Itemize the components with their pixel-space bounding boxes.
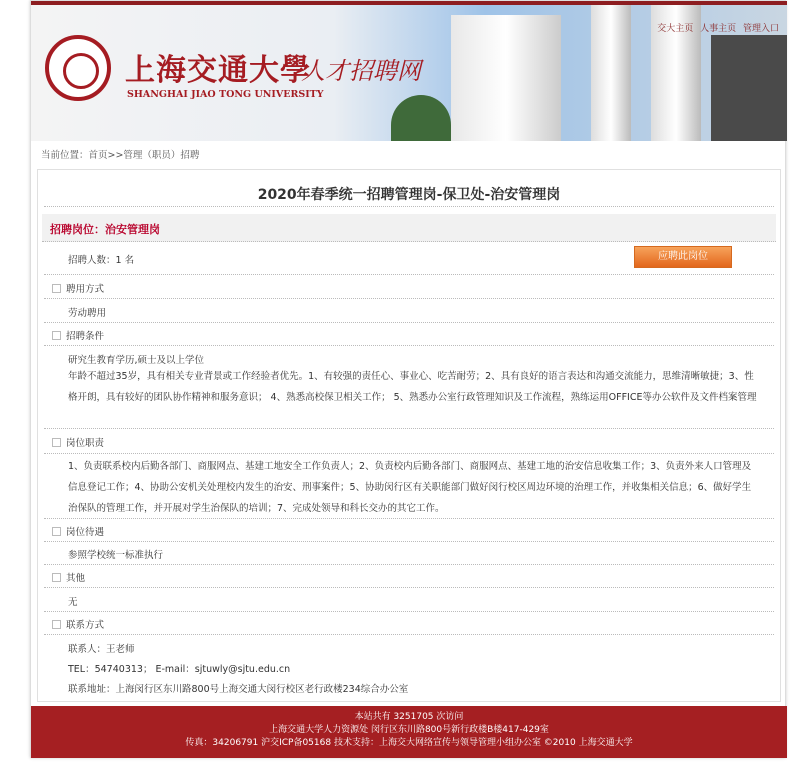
logo-english: SHANGHAI JIAO TONG UNIVERSITY bbox=[127, 89, 324, 100]
pillar-image bbox=[591, 5, 631, 141]
section-contact[interactable]: 联系方式 bbox=[52, 617, 104, 631]
job-detail-panel bbox=[37, 169, 781, 702]
duties-text: 1、负责联系校内后勤各部门、商服网点、基建工地安全工作负责人；2、负责校内后勤各部门、商服网点、基建工地的治安信息收集工作；3、负责外来人口管理及信息登记工作；4、协助公安机关处理校内发生的治安、刑事案件；5、协助闵行区有关职能部门做好闵行校区周边环境的治理工作，并收集相关信息；6、做好学生治保队的管理工作，并开展对学生治保队的培训；7、完成处领导和科长交办的其它工作。 bbox=[68, 461, 752, 514]
link-admin-login[interactable]: 管理入口 bbox=[742, 24, 779, 34]
page-title: 2020年春季统一招聘管理岗-保卫处-治安管理岗 bbox=[257, 187, 561, 203]
position-name: 招聘岗位：治安管理岗 bbox=[50, 223, 160, 236]
section-duties[interactable]: 岗位职责 bbox=[52, 435, 104, 449]
headcount: 招聘人数：1 名 bbox=[68, 255, 135, 266]
building-image bbox=[711, 35, 787, 141]
visit-count: 本站共有 3251705 次访问 bbox=[354, 712, 464, 722]
benefits-value: 参照学校统一标准执行 bbox=[68, 550, 164, 561]
section-conditions[interactable]: 招聘条件 bbox=[52, 328, 104, 342]
link-hr-home[interactable]: 人事主页 bbox=[700, 24, 737, 34]
logo-subtitle: 人才招聘网 bbox=[301, 57, 421, 85]
contact-tel-email: TEL：54740313； E-mail：sjtuwly@sjtu.edu.cn bbox=[68, 664, 291, 675]
page-frame bbox=[30, 0, 786, 758]
university-seal-logo bbox=[45, 35, 111, 101]
header-banner bbox=[31, 1, 787, 141]
contact-person: 联系人：王老师 bbox=[68, 644, 135, 655]
contact-address: 联系地址：上海闵行区东川路800号上海交通大闵行校区老行政楼234综合办公室 bbox=[68, 684, 409, 695]
footer-copyright: 传真：34206791 沪交ICP备05168 技术支持：上海交大网络宣传与领导管理小组办公室 ©2010 上海交通大学 bbox=[185, 738, 633, 748]
footer bbox=[31, 706, 787, 758]
building-image bbox=[451, 15, 561, 141]
conditions-text: 年龄不超过35岁，具有相关专业背景或工作经验者优先。1、有较强的责任心、事业心、吃苦耐劳；2、具有良好的语言表达和沟通交流能力，思维清晰敏捷；3、性格开朗，具有较好的团队协作精神和服务意识； 4、熟悉高校保卫相关工作； 5、熟悉办公室行政管理知识及工作流程，熟练运用OFFICE等办公软件及文件档案管理 bbox=[68, 371, 757, 403]
other-value: 无 bbox=[68, 597, 78, 608]
footer-address: 上海交通大学人力资源处 闵行区东川路800号新行政楼B楼417-429室 bbox=[269, 725, 549, 735]
conditions-education: 研究生教育学历,硕士及以上学位 bbox=[68, 355, 205, 366]
breadcrumb: 当前位置：首页>>管理（职员）招聘 bbox=[41, 150, 200, 161]
tree-image bbox=[391, 95, 451, 141]
section-benefits[interactable]: 岗位待遇 bbox=[52, 524, 104, 538]
employment-value: 劳动聘用 bbox=[68, 308, 107, 319]
link-sjtu-home[interactable]: 交大主页 bbox=[657, 24, 694, 34]
section-other[interactable]: 其他 bbox=[52, 570, 85, 584]
apply-button[interactable]: 应聘此岗位 bbox=[634, 246, 732, 268]
top-links bbox=[653, 21, 779, 34]
logo-title: 上海交通大學 bbox=[125, 53, 311, 88]
section-employment[interactable]: 聘用方式 bbox=[52, 281, 104, 295]
position-header bbox=[42, 214, 776, 242]
